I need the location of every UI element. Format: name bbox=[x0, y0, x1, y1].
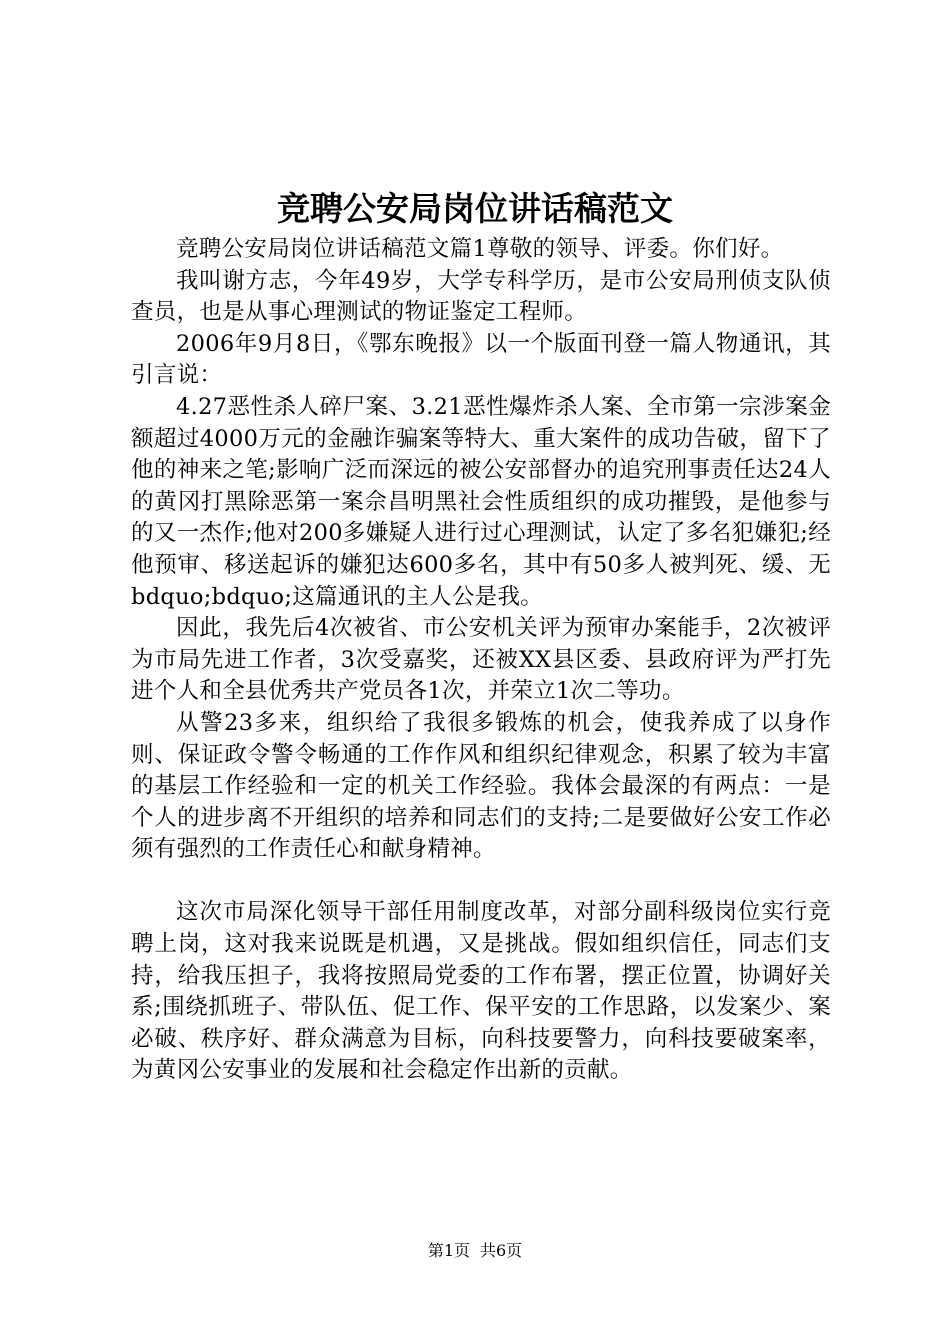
paragraph-commitment: 这次市局深化领导干部任用制度改革，对部分副科级岗位实行竞聘上岗，这对我来说既是机遇，又是挑战。假如组织信任，同志们支持，给我压担子，我将按照局党委的工作布署，摆正位置，协调好关系;围绕抓班子、带队伍、促工作、保平安的工作思路，以发案少、案必破、秩序好、群众满意为目标，向科技要警力，向科技要破案率，为黄冈公安事业的发展和社会稳定作出新的贡献。 bbox=[131, 899, 831, 1084]
document-title: 竞聘公安局岗位讲话稿范文 bbox=[277, 189, 673, 228]
paragraph-greeting: 竞聘公安局岗位讲话稿范文篇1尊敬的领导、评委。你们好。 bbox=[176, 236, 784, 262]
document-body bbox=[131, 234, 831, 1087]
paragraph-honors: 因此，我先后4次被省、市公安机关评为预审办案能手，2次被评为市局先进工作者，3次受嘉奖，还被XX县区委、县政府评为严打先进个人和全县优秀共产党员各1次，并荣立1次二等功。 bbox=[131, 615, 831, 705]
paragraph-self-intro: 我叫谢方志，今年49岁，大学专科学历，是市公安局刑侦支队侦查员，也是从事心理测试的物证鉴定工程师。 bbox=[131, 267, 831, 326]
paragraph-experience: 从警23多来，组织给了我很多锻炼的机会，使我养成了以身作则、保证政令警令畅通的工作作风和组织纪律观念，积累了较为丰富的基层工作经验和一定的机关工作经验。我体会最深的有两点：一是个人的进步离不开组织的培养和同志们的支持;二是要做好公安工作必须有强烈的工作责任心和献身精神。 bbox=[131, 709, 831, 863]
page-number: 第1页 bbox=[427, 1241, 470, 1260]
paragraph-quote: 4.27恶性杀人碎尸案、3.21恶性爆炸杀人案、全市第一宗涉案金额超过4000万元的金融诈骗案等特大、重大案件的成功告破，留下了他的神来之笔;影响广泛而深远的被公安部督办的追究刑事责任达24人的黄冈打黑除恶第一案佘昌明黑社会性质组织的成功摧毁，是他参与的又一杰作;他对200多嫌疑人进行过心理测试，认定了多名犯嫌犯;经他预审、移送起诉的嫌犯达600多名，其中有50多人被判死、缓、无bdquo;bdquo;这篇通讯的主人公是我。 bbox=[131, 393, 831, 610]
page-footer bbox=[0, 1239, 950, 1263]
paragraph-newspaper: 2006年9月8日，《鄂东晚报》以一个版面刊登一篇人物通讯，其引言说： bbox=[131, 330, 831, 389]
page-total: 共6页 bbox=[480, 1241, 523, 1260]
